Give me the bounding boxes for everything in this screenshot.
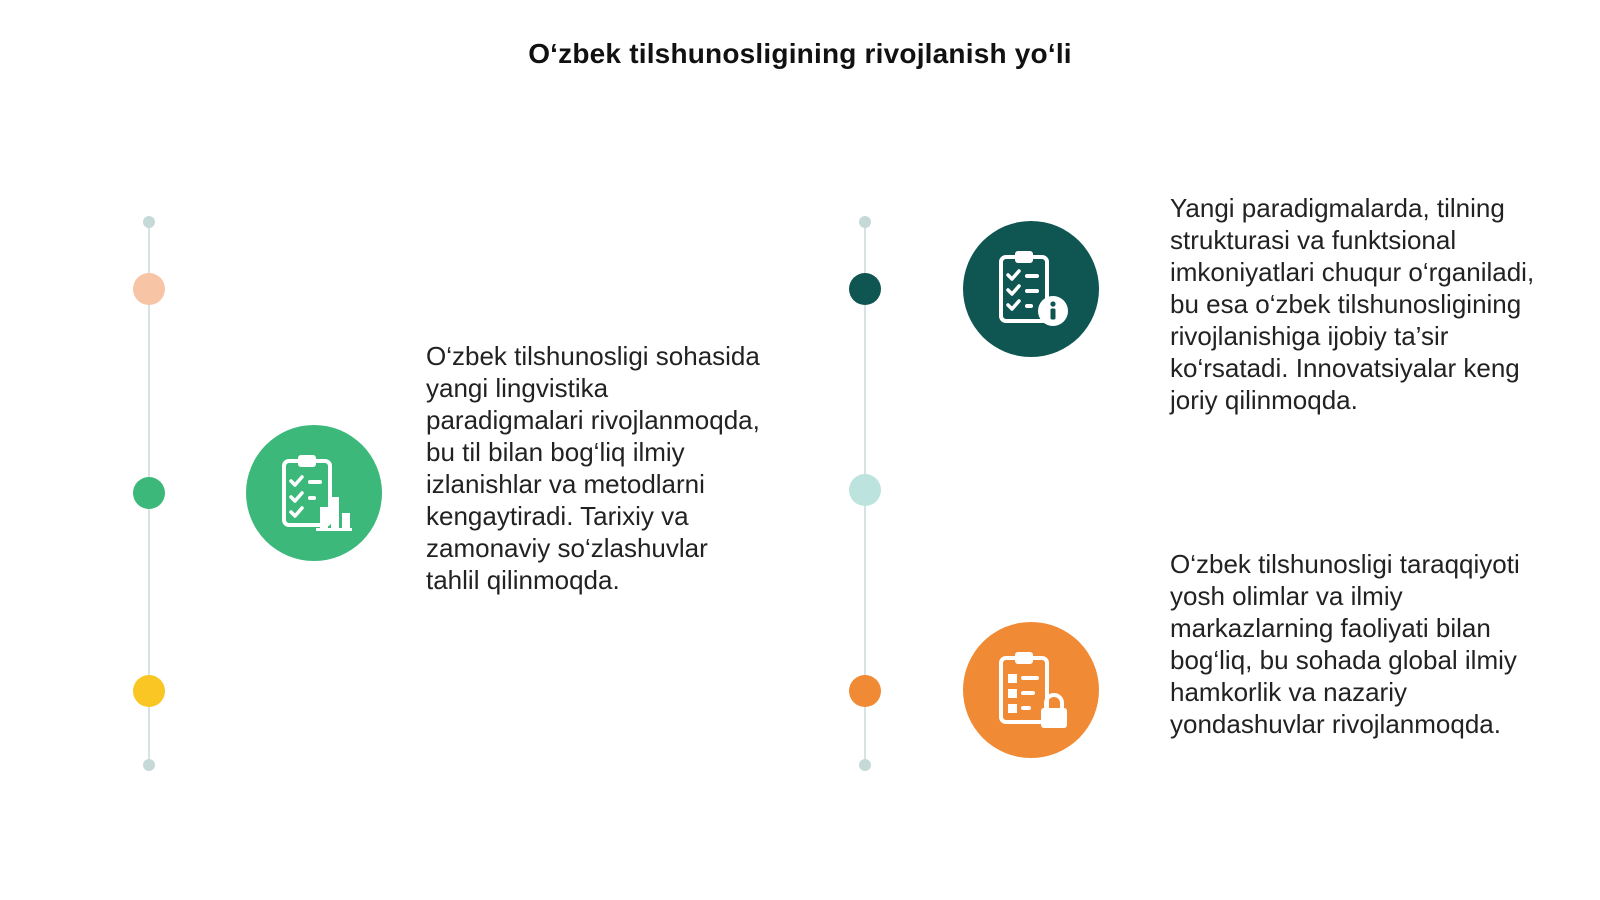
right-marker-orange bbox=[849, 675, 881, 707]
page-title: O‘zbek tilshunosligining rivojlanish yo‘li bbox=[528, 38, 1072, 69]
left-item-text: O‘zbek tilshunosligi sohasida yangi lingvistika paradigmalari rivojlanmoqda, bu til bilan bog‘liq ilmiy izlanishlar va metodlarni kengaytiradi. Tarixiy va zamonaviy so‘zlashuvlar tahlil qilinmoqda. bbox=[426, 341, 760, 595]
clipboard-info-glyph bbox=[993, 247, 1069, 331]
clipboard-chart-icon bbox=[246, 425, 382, 561]
left-timeline-start-dot bbox=[143, 216, 155, 228]
right-timeline-end-dot bbox=[859, 759, 871, 771]
clipboard-chart-glyph bbox=[276, 451, 352, 535]
left-timeline-end-dot bbox=[143, 759, 155, 771]
right-marker-light-teal bbox=[849, 474, 881, 506]
left-marker-yellow bbox=[133, 675, 165, 707]
clipboard-info-icon bbox=[963, 221, 1099, 357]
left-marker-green bbox=[133, 477, 165, 509]
right-item-1-text: Yangi paradigmalarda, tilning strukturasi va funktsional imkoniyatlari chuqur o‘rganiladi, bu esa o‘zbek tilshunosligining rivojlanishiga ijobiy ta’sir ko‘rsatadi. Innovatsiyalar keng joriy qilinmoqda. bbox=[1170, 193, 1535, 415]
clipboard-lock-glyph bbox=[993, 648, 1069, 732]
left-marker-peach bbox=[133, 273, 165, 305]
right-timeline-start-dot bbox=[859, 216, 871, 228]
right-marker-dark-teal bbox=[849, 273, 881, 305]
clipboard-lock-icon bbox=[963, 622, 1099, 758]
right-item-2-text: O‘zbek tilshunosligi taraqqiyoti yosh olimlar va ilmiy markazlarning faoliyati bilan bog‘liq, bu sohada global ilmiy hamkorlik va nazariy yondashuvlar rivojlanmoqda. bbox=[1170, 549, 1520, 739]
